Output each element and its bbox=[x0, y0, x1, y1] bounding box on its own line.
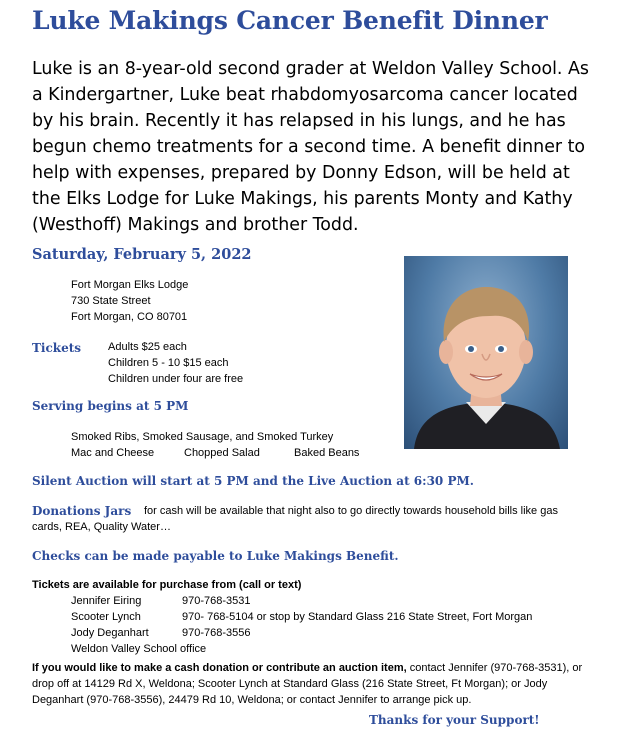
ticket-adults: Adults $25 each bbox=[108, 341, 187, 353]
checks-heading: Checks can be made payable to Luke Makings Benefit. bbox=[32, 549, 399, 563]
event-date: Saturday, February 5, 2022 bbox=[32, 246, 252, 263]
contact-name: Weldon Valley School office bbox=[71, 643, 207, 655]
page-title: Luke Makings Cancer Benefit Dinner bbox=[32, 6, 548, 35]
purchase-heading: Tickets are available for purchase from (call or text) bbox=[32, 579, 302, 591]
contact-name: Jody Deganhart bbox=[71, 627, 149, 639]
contact-phone: 970-768-3556 bbox=[182, 627, 251, 639]
intro-paragraph: Luke is an 8-year-old second grader at Weldon Valley School. As a Kindergartner, Luke beat rhabdomyosarcoma cancer located by his brain. Recently it has relapsed in his lungs, and he has begun chemo treatments for a second time. A benefit dinner to help with expenses, prepared by Donny Edson, will be held at the Elks Lodge for Luke Makings, his parents Monty and Kathy (Westhoff) Makings and brother Todd. bbox=[32, 59, 589, 235]
donations-text-line1: for cash will be available that night also to go directly towards household bills like gas bbox=[144, 505, 558, 517]
tickets-heading: Tickets bbox=[32, 341, 82, 355]
menu-baked-beans: Baked Beans bbox=[294, 447, 360, 459]
cash-donation-line2: drop off at 14129 Rd X, Weldona; Scooter Lynch at Standard Glass (216 State Street, Ft Morgan); or Jody bbox=[32, 678, 548, 690]
contact-phone: 970- 768-5104 or stop by Standard Glass 216 State Street, Fort Morgan bbox=[182, 611, 533, 623]
child-portrait-illustration bbox=[404, 256, 568, 449]
child-photo bbox=[404, 256, 568, 449]
cash-donation-line3: Deganhart (970-768-3556), 24479 Rd 10, Weldona; or contact Jennifer to arrange pick up. bbox=[32, 694, 472, 706]
menu-chopped-salad: Chopped Salad bbox=[184, 447, 260, 459]
venue-city: Fort Morgan, CO 80701 bbox=[71, 311, 188, 323]
venue-name: Fort Morgan Elks Lodge bbox=[71, 279, 189, 291]
ticket-under-four: Children under four are free bbox=[108, 373, 244, 385]
serving-heading: Serving begins at 5 PM bbox=[32, 399, 189, 413]
menu-mac-and-cheese: Mac and Cheese bbox=[71, 447, 155, 459]
menu-smoked-meats: Smoked Ribs, Smoked Sausage, and Smoked Turkey bbox=[71, 431, 334, 443]
cash-donation-line1 bbox=[32, 660, 582, 676]
contact-name: Scooter Lynch bbox=[71, 611, 141, 623]
cash-donation-contact: contact Jennifer (970-768-3531), or bbox=[409, 662, 583, 674]
cash-donation-bold: If you would like to make a cash donation or contribute an auction item, bbox=[32, 662, 407, 674]
ticket-children: Children 5 - 10 $15 each bbox=[108, 357, 229, 369]
auction-heading: Silent Auction will start at 5 PM and the Live Auction at 6:30 PM. bbox=[32, 474, 474, 488]
contact-phone: 970-768-3531 bbox=[182, 595, 251, 607]
venue-street: 730 State Street bbox=[71, 295, 151, 307]
thanks-text: Thanks for your Support! bbox=[369, 713, 540, 727]
contact-name: Jennifer Eiring bbox=[71, 595, 142, 607]
donations-text-line2: cards, REA, Quality Water… bbox=[32, 521, 171, 533]
donations-heading: Donations Jars bbox=[32, 504, 132, 518]
